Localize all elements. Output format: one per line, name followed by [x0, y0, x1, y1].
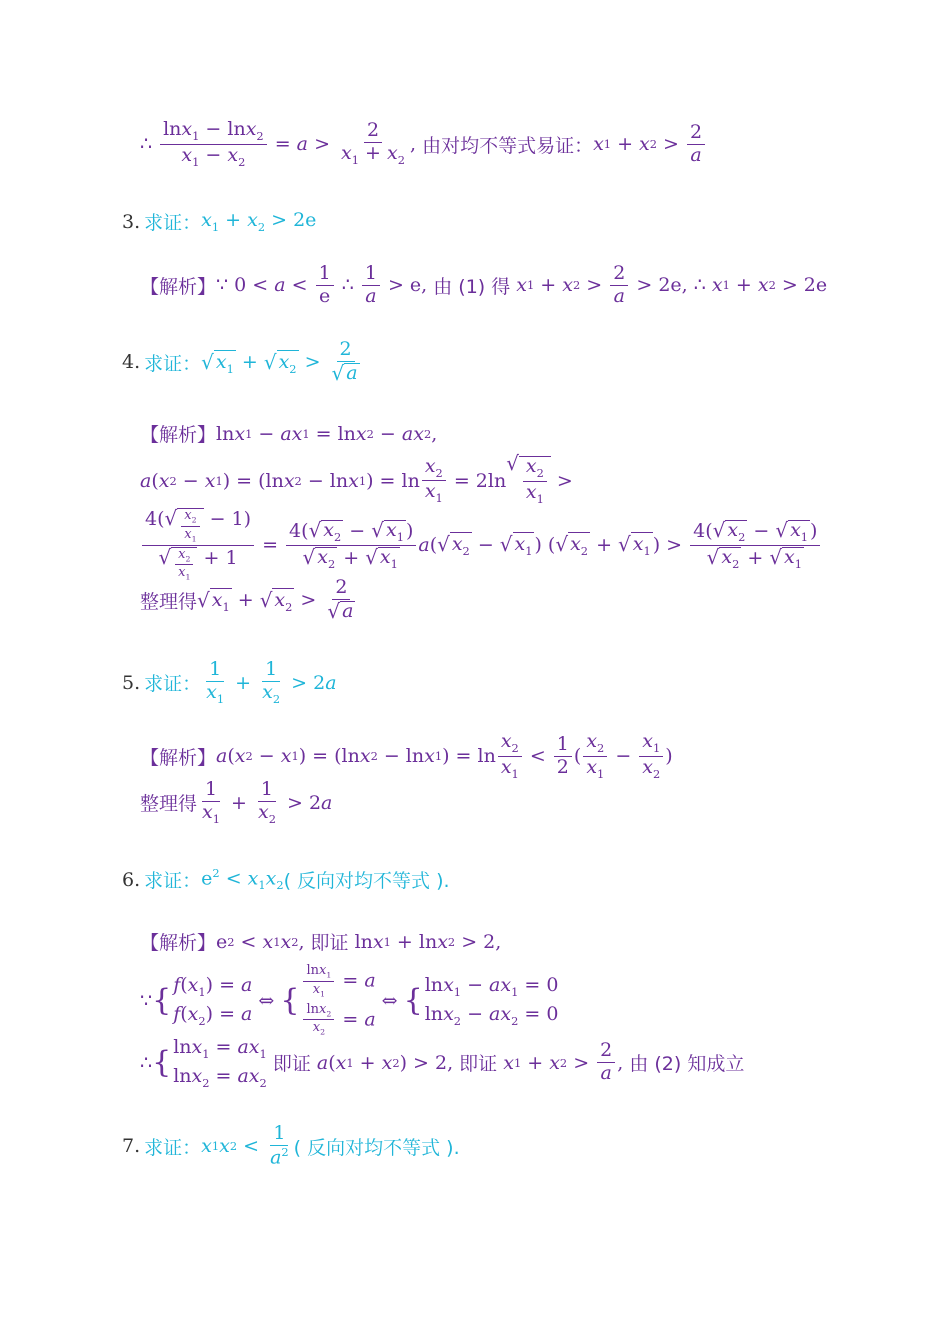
text-prove: 即证: [310, 932, 349, 954]
question-6: 6. 求证： $e^2 < x_1x_2$ ( 反向对均不等式 ).: [122, 866, 450, 893]
analysis-tag: 【解析】: [140, 275, 217, 298]
analysis-4-line-2: a ( x 2 − x 1 ) = (ln x 2 − ln x 1 ) = ln $\frac{x_2}{x_1}$ = 2ln √ $\frac{x_2}{x_1}$ >: [140, 451, 573, 506]
question-note: ( 反向对均不等式 ).: [283, 870, 450, 892]
analysis-3: 【解析】 ∵ 0 < a < $\frac{1}{e}$ ∴ $\frac{1}{a}$ > e, 由 (1) 得 x 1 + x 2 > $\frac{2}{a}$ > 2e, ∴ x 1 + x 2 > 2e: [140, 262, 828, 307]
derivation-line-1: ∴ $\frac{\ln x_1 - \ln x_2}{x_1 - x_2}$ = a > $\frac{2}{x_1 + x_2}$ , 由对均不等式易证： x 1 + x 2 > $\frac{2}{a}$: [140, 120, 707, 169]
question-label: 求证：: [144, 673, 202, 696]
analysis-6-line-2: ∵ { $f(x_1) = a$ $f(x_2) = a$ ⇔ { $\frac{\ln x_1}{x_1}$ = a $\frac{\ln x_2}{x_2}$ = a ⇔ { $\ln x_1 - ax_1 = 0$ $\ln x_2 - ax_2 = 0$: [140, 963, 559, 1037]
question-number: 6.: [122, 868, 141, 891]
text-prove: 即证: [459, 1053, 498, 1076]
question-4: 4. 求证： √ $x_1$ + √ $x_2$ > 2 √ a: [122, 338, 358, 385]
question-number: 5.: [122, 671, 141, 694]
question-5: 5. 求证： $\frac{1}{x_1}$ + $\frac{1}{x_2}$ > 2 a: [122, 658, 337, 706]
analysis-4-line-4: 整理得 √ $x_1$ + √ $x_2$ > 2 √ a: [140, 576, 354, 623]
mean-fraction: $\frac{2}{x_1 + x_2}$: [341, 119, 405, 168]
analysis-4-line-3: 4( √ $\frac{x_2}{x_1}$ − 1) √ $\frac{x_2}{x_1}$ + 1 = 4( √ $x_2$ − √ $x_1$ ) √ $x_2$ + √ $x_1$ a ( √ $x_2$ − √ $x_1$ ) ( √ $x_2$ + √ $x_1$ ) > 4( √ $x_2$ − √ $x_1$ ) √ $x_2$ + √ $x_1$: [140, 508, 822, 582]
text-prove: 即证: [272, 1053, 311, 1076]
analysis-5-line-1: 【解析】 a ( x 2 − x 1 ) = (ln x 2 − ln x 1 ) = ln $\frac{x_2}{x_1}$ < $\frac{1}{2}$ ( $\frac{x_2}{x_1}$ − $\frac{x_1}{x_2}$ ): [140, 730, 673, 781]
result-fraction: $\frac{2}{a}$: [687, 123, 705, 166]
question-label: 求证：: [144, 870, 202, 892]
question-label: 求证：: [144, 352, 202, 375]
analysis-tag: 【解析】: [140, 746, 217, 769]
text-easy-proof: 由对均不等式易证：: [422, 134, 594, 157]
analysis-tag: 【解析】: [140, 932, 217, 954]
question-label: 求证：: [144, 212, 202, 234]
text-from-1: 由 (1) 得: [433, 275, 511, 298]
question-number: 7.: [122, 1135, 141, 1158]
text-tidy: 整理得: [140, 590, 198, 613]
therefore-symbol: ∴: [140, 133, 153, 156]
analysis-tag: 【解析】: [140, 424, 217, 446]
analysis-6-line-1: 【解析】 e 2 < x 1 x 2 , 即证 ln x 1 + ln x 2 > 2,: [140, 928, 501, 955]
question-number: 3.: [122, 210, 141, 233]
question-label: 求证：: [144, 1136, 202, 1159]
question-7: 7. 求证： x 1 x 2 < $\frac{1}{a^2}$ ( 反向对均不等式 ).: [122, 1122, 460, 1169]
log-difference-fraction: $\frac{\ln x_1 - \ln x_2}{x_1 - x_2}$: [160, 120, 267, 169]
analysis-6-line-3: ∴ { $\ln x_1 = ax_1$ $\ln x_2 = ax_2$ 即证 a ( x 1 + x 2 ) > 2, 即证 x 1 + x 2 > $\frac{2}{a}$ , 由 (2) 知成立: [140, 1036, 745, 1090]
question-number: 4.: [122, 351, 141, 374]
question-note: ( 反向对均不等式 ).: [293, 1136, 460, 1159]
question-3: 3. 求证： $x_1 + x_2 > 2e$: [122, 209, 317, 234]
analysis-4-line-1: 【解析】 ln x 1 − ax 1 = ln x 2 − ax 2 ,: [140, 420, 437, 447]
analysis-5-line-2: 整理得 $\frac{1}{x_1}$ + $\frac{1}{x_2}$ > 2 a: [140, 778, 333, 826]
text-holds: 由 (2) 知成立: [629, 1053, 745, 1076]
text-tidy: 整理得: [140, 793, 198, 816]
